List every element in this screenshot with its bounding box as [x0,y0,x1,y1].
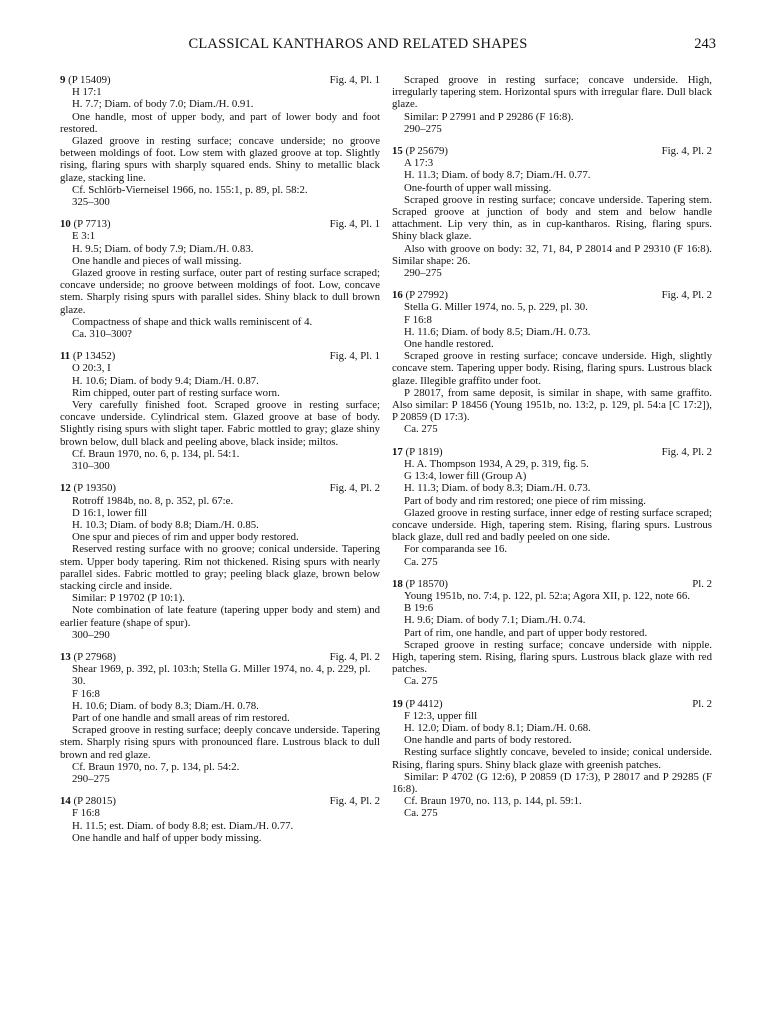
entry-heading [392,578,712,590]
entry-reference: H. 10.6; Diam. of body 8.3; Diam./H. 0.78. [72,699,259,712]
entry-heading [60,651,380,663]
entry-reference: F 16:8 [404,313,432,326]
entry-id [60,795,116,807]
entry-reference: H. 10.3; Diam. of body 8.8; Diam./H. 0.85. [72,518,259,531]
figure-reference: Fig. 4, Pl. 1 [329,350,380,363]
entry-text: Glazed groove in resting surface, outer part of resting surface scraped; concave underside; no groove between moldings of foot. Low, concave stem. Sharply rising spurs with parallel sides. Shiny black to dull brown glaze. [60,267,380,316]
entry-heading [60,482,380,494]
entry-reference: Young 1951b, no. 7:4, p. 122, pl. 52:a; Agora XII, p. 122, note 66. [404,589,690,602]
entry-id [60,218,111,230]
inventory-number: (P 4412) [405,697,443,710]
entry-text: One spur and pieces of rim and upper body restored. [72,531,299,544]
figure-reference: Fig. 4, Pl. 2 [329,650,380,663]
entry-text: Compactness of shape and thick walls reminiscent of 4. [72,315,313,328]
figure-reference: Pl. 2 [692,577,712,590]
figure-reference: Fig. 4, Pl. 2 [329,482,380,495]
entry-heading [392,145,712,157]
entry-reference: B 19:6 [404,602,434,615]
entry-number: 15 [392,145,403,158]
entry-text: Cf. Schlörb-Vierneisel 1966, no. 155:1, p. 89, pl. 58:2. [72,183,308,196]
page-number: 243 [694,36,716,52]
entry-date: Ca. 275 [404,423,438,436]
inventory-number: (P 18570) [405,577,448,590]
inventory-number: (P 19350) [73,482,116,495]
inventory-number: (P 27968) [73,650,116,663]
inventory-number: (P 13452) [72,350,116,363]
entry-heading [392,698,712,710]
entry-text: Scraped groove in resting surface; concave underside. High, slightly concave stem. Tapering upper body. Rising, flaring spurs. Lustrous black glaze. Illegible graffito under foot. [392,350,712,387]
entry-reference: O 20:3, I [72,362,111,375]
right-column [392,74,712,830]
entry-text: Rim chipped, outer part of resting surface worn. [72,386,280,399]
entry-reference: H. 11.3; Diam. of body 8.3; Diam./H. 0.73. [404,482,591,495]
entry-date: Ca. 275 [404,807,438,820]
catalogue-entry [392,145,712,279]
entry-text: Scraped groove in resting surface; concave underside with nipple. High, tapering stem. Rising, flaring spurs. Lustrous black glaze with red patches. [392,638,712,676]
entry-id [392,446,443,458]
entry-reference: F 12:3, upper fill [404,709,478,722]
catalogue-entry [60,651,380,785]
entry-reference: H. 11.5; est. Diam. of body 8.8; est. Diam./H. 0.77. [72,819,294,832]
entry-number: 11 [60,350,71,363]
entry-reference: H. 10.6; Diam. of body 9.4; Diam./H. 0.87. [72,374,259,387]
entry-text: Similar: P 19702 (P 10:1). [72,592,185,605]
figure-reference: Fig. 4, Pl. 1 [329,74,380,86]
entry-number: 19 [392,697,403,710]
entry-reference: F 16:8 [72,687,100,700]
entry-text: Part of body and rim restored; one piece of rim missing. [404,494,646,507]
entry-heading [60,350,380,362]
entry-reference: H. 11.3; Diam. of body 8.7; Diam./H. 0.77. [404,169,591,182]
entry-text: Cf. Braun 1970, no. 7, p. 134, pl. 54:2. [72,760,240,773]
entry-text: Scraped groove in resting surface; concave underside. Tapering stem. Scraped groove at junction of body and stem and below handle attachment. Lip very thin, as in cup-kantharos. Rising, flaring spurs. Shiny black glaze. [392,193,712,243]
entry-text: Part of rim, one handle, and part of upper body restored. [404,626,648,639]
entry-id [392,698,443,710]
inventory-number: (P 7713) [73,218,111,231]
entry-date: Ca. 275 [404,555,438,568]
entry-date: Ca. 310–300? [72,328,132,341]
inventory-number: (P 25679) [405,145,448,158]
entry-heading [60,74,380,86]
entry-heading [60,218,380,230]
entry-text: Similar: P 4702 (G 12:6), P 20859 (D 17:3), P 28017 and P 29285 (F 16:8). [392,770,712,795]
entry-text: Reserved resting surface with no groove; conical underside. Tapering stem. Upper body tapering. Rim not thickened. Rising spurs with nearly parallel sides. Fabric mottled to gray; peeling black glaze, brown below stacking circle and inside. [60,543,380,592]
figure-reference: Fig. 4, Pl. 2 [661,145,712,158]
entry-reference: H. 9.6; Diam. of body 7.1; Diam./H. 0.74. [404,614,586,627]
entry-text: Glazed groove in resting surface, inner edge of resting surface scraped; concave underside. High, tapering stem. Rising, flaring spurs. Lustrous black glaze, dull red and badly peeled on one side. [392,506,712,544]
entry-reference: Shear 1969, p. 392, pl. 103:h; Stella G. Miller 1974, no. 4, p. 229, pl. 30. [72,663,371,688]
entry-reference: Rotroff 1984b, no. 8, p. 352, pl. 67:e. [72,494,234,507]
entry-number: 16 [392,289,403,302]
entry-date: 290–275 [404,267,442,280]
entry-reference: H. A. Thompson 1934, A 29, p. 319, fig. 5. [404,457,589,470]
entry-date: 290–275 [404,122,442,135]
entry-id [60,651,116,663]
entry-text: Also with groove on body: 32, 71, 84, P 28014 and P 29310 (F 16:8). Similar shape: 26. [392,242,712,267]
entry-text: Note combination of late feature (tapering upper body and stem) and earlier feature (shape of spur). [60,604,380,629]
figure-reference: Pl. 2 [692,697,712,710]
entry-text: One handle and parts of body restored. [404,734,572,747]
entry-text: Scraped groove in resting surface; concave underside. High, irregularly tapering stem. Horizontal spurs with irregular flare. Dull black glaze. [392,74,712,111]
inventory-number: (P 27992) [405,289,448,302]
continued-entry [392,74,712,135]
entry-text: Part of one handle and small areas of rim restored. [72,711,290,724]
entry-reference: F 16:8 [72,807,100,820]
entry-text: Resting surface slightly concave, beveled to inside; conical underside. Rising, flaring spurs. Shiny black glaze with greenish patches. [392,746,712,771]
catalogue-entry [392,446,712,568]
figure-reference: Fig. 4, Pl. 2 [661,289,712,302]
figure-reference: Fig. 4, Pl. 2 [661,445,712,458]
catalogue-entry [60,218,380,340]
entry-text: One handle and pieces of wall missing. [72,254,242,267]
entry-text: One handle and half of upper body missing. [72,831,262,844]
entry-text: One handle restored. [404,338,494,351]
entry-number: 12 [60,482,71,495]
entry-date: Ca. 275 [404,675,438,688]
entry-number: 18 [392,577,403,590]
catalogue-entry [392,698,712,820]
entry-number: 10 [60,218,71,231]
catalogue-entry [60,795,380,844]
figure-reference: Fig. 4, Pl. 2 [329,795,380,808]
entry-id [60,74,111,86]
entry-text: One-fourth of upper wall missing. [404,181,552,194]
entry-id [60,350,115,362]
entry-reference: G 13:4, lower fill (Group A) [404,470,527,483]
entry-text: Similar: P 27991 and P 29286 (F 16:8). [404,110,574,123]
catalogue-entry [60,74,380,208]
figure-reference: Fig. 4, Pl. 1 [329,218,380,231]
entry-reference: H. 9.5; Diam. of body 7.9; Diam./H. 0.83. [72,242,254,255]
page-header [60,36,716,56]
catalogue-entry [60,482,380,641]
entry-number: 13 [60,650,71,663]
entry-reference: H. 7.7; Diam. of body 7.0; Diam./H. 0.91. [72,98,254,111]
catalogue-entry [392,578,712,688]
entry-reference: H 17:1 [72,86,102,99]
entry-reference: A 17:3 [404,157,434,170]
entry-text: Very carefully finished foot. Scraped groove in resting surface; concave underside. Cylindrical stem. Glazed groove at base of body. Slightly rising spurs with slight taper. Fabric mottled to gray; glaze shiny brown below, dull black and peeling above, black inside; miltos. [60,399,380,448]
entry-text: For comparanda see 16. [404,543,508,556]
entry-text: Cf. Braun 1970, no. 113, p. 144, pl. 59:1. [404,795,582,808]
entry-date: 310–300 [72,460,110,473]
entry-text: Cf. Braun 1970, no. 6, p. 134, pl. 54:1. [72,447,240,460]
catalogue-entry [60,350,380,472]
entry-date: 290–275 [72,772,110,785]
entry-reference: E 3:1 [72,230,96,243]
running-title: CLASSICAL KANTHAROS AND RELATED SHAPES [188,36,528,52]
entry-number: 14 [60,795,71,808]
entry-number: 9 [60,74,66,86]
entry-text: Glazed groove in resting surface; concave underside; no groove between moldings of foot. Low stem with glazed groove at top. Slightly rising, flaring spurs with sharply squared ends. Shiny to metallic black glaze, stacking line. [60,135,380,184]
inventory-number: (P 28015) [73,795,116,808]
entry-text: One handle, most of upper body, and part of lower body and foot restored. [60,110,380,135]
entry-reference: H. 12.0; Diam. of body 8.1; Diam./H. 0.68. [404,721,591,734]
entry-heading [60,795,380,807]
entry-heading [392,289,712,301]
entry-text: Scraped groove in resting surface; deeply concave underside. Tapering stem. Sharply rising spurs with pronounced flare. Lustrous black to dull brown and red glaze. [60,724,380,761]
inventory-number: (P 15409) [68,74,111,86]
inventory-number: (P 1819) [405,445,443,458]
entry-heading [392,446,712,458]
entry-date: 300–290 [72,628,110,641]
entry-reference: Stella G. Miller 1974, no. 5, p. 229, pl. 30. [404,301,588,314]
entry-reference: D 16:1, lower fill [72,506,147,519]
entry-number: 17 [392,445,403,458]
entry-id [392,145,448,157]
entry-reference: H. 11.6; Diam. of body 8.5; Diam./H. 0.73. [404,325,591,338]
entry-text: P 28017, from same deposit, is similar in shape, with same graffito. Also similar: P 18456 (Young 1951b, no. 13:2, p. 129, pl. 54:a [C 17:2]), P 20859 (D 17:3). [392,386,712,424]
entry-id [392,289,448,301]
entry-id [60,482,116,494]
left-column [60,74,380,854]
catalogue-entry [392,289,712,435]
entry-date: 325–300 [72,196,110,209]
entry-id [392,578,448,590]
